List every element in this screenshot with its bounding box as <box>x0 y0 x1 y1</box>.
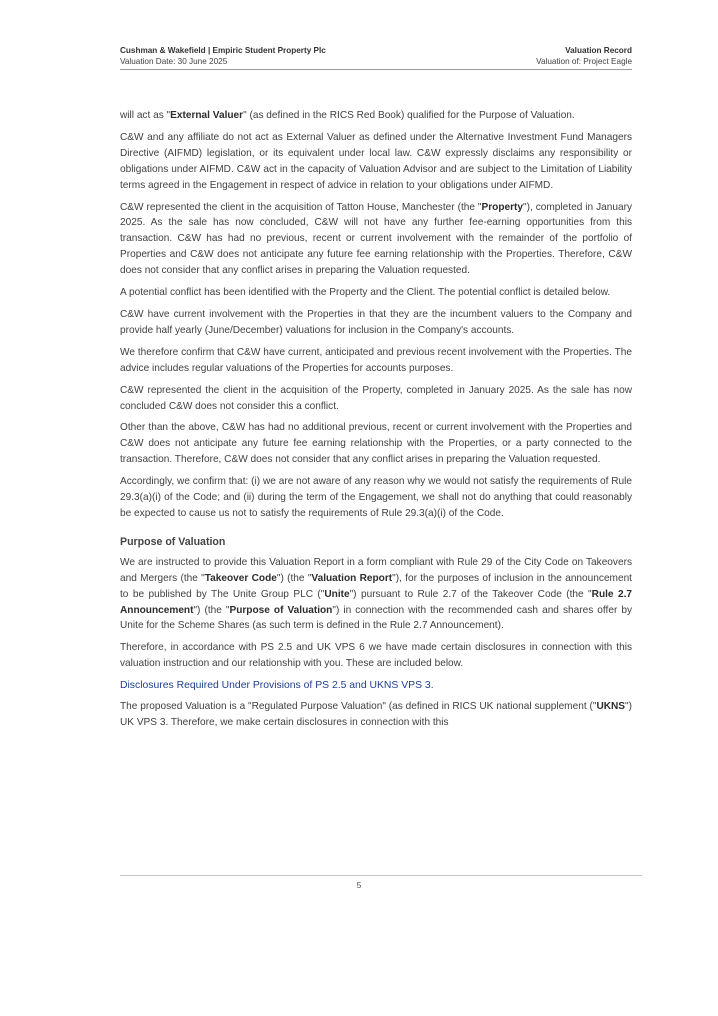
text-run: ") pursuant to Rule 2.7 of the Takeover Code (the " <box>349 588 592 600</box>
defined-term: Purpose of Valuation <box>229 604 333 616</box>
header-project: Valuation of: Project Eagle <box>536 57 632 66</box>
text-run: will act as " <box>120 110 171 121</box>
defined-term: UKNS <box>596 701 626 713</box>
paragraph-no-other-involvement: Other than the above, C&W has had no additional previous, recent or current involvement with the Properties and C&W does not anticipate any future fee earning relationship with the Properties, or a party connected to the transaction. Therefore, C&W does not consider that any conflict arises in preparing the Valuation requested. <box>120 422 632 466</box>
text-run: "), for the purposes of inclusion in the announcement to be published by The Unite Group PLC (" <box>120 572 632 600</box>
defined-term: Property <box>481 201 524 213</box>
defined-term: External Valuer <box>170 110 244 121</box>
paragraph-current-involvement: C&W have current involvement with the Properties in that they are the incumbent valuers to the Company and provide half yearly (June/December) valuations for inclusion in the Company's accounts. <box>120 308 632 336</box>
text-run: C&W represented the client in the acquisition of Tatton House, Manchester (the " <box>120 201 482 213</box>
header-row-top <box>120 45 632 56</box>
paragraph-purpose <box>120 555 632 635</box>
paragraph-regulated-purpose <box>120 699 632 731</box>
document-body <box>120 108 632 737</box>
defined-term: Rule 2.7 Announcement <box>120 588 632 616</box>
paragraph-acquisition: C&W represented the client in the acquisition of the Property, completed in January 2025. As the sale has now concluded C&W does not consider this a conflict. <box>120 384 632 412</box>
header-doc-type: Valuation Record <box>565 46 632 55</box>
text-run: " (as defined in the RICS Red Book) qualified for the Purpose of Valuation. <box>243 110 575 121</box>
text-run: We are instructed to provide this Valuation Report in a form compliant with Rule 29 of the City Code on Takeovers and Mergers (the " <box>120 556 632 584</box>
text-run: ") (the " <box>193 604 230 616</box>
paragraph-rule-29: Accordingly, we confirm that: (i) we are not aware of any reason why we would not satisfy the requirements of Rule 29.3(a)(i) of the Code; and (ii) during the term of the Engagement, we shall not do anything that could reasonably be expected to cause us not to satisfy the requirements of Rule 29.3(a)(i) of the Code. <box>120 476 632 519</box>
footer-divider <box>120 875 642 876</box>
paragraph-potential-conflict: A potential conflict has been identified with the Property and the Client. The potential conflict is detailed below. <box>120 287 611 299</box>
paragraph-aifmd: C&W and any affiliate do not act as External Valuer as defined under the Alternative Investment Fund Managers Directive (AIFMD) legislation, or its equivalent under local law. C&W expressly disclaims any responsibility or obligations under AIFMD. C&W act in the capacity of Valuation Advisor and are subject to the Limitation of Liability terms agreed in the Engagement in respect of advice in relation to your obligations under AIFMD. <box>120 131 632 191</box>
defined-term: Takeover Code <box>204 572 277 584</box>
page-header <box>120 45 632 70</box>
heading-purpose-of-valuation: Purpose of Valuation <box>120 535 226 548</box>
text-run: ") in connection with the recommended cash and shares offer by Unite for the Scheme Shares (as such term is defined in the Rule 2.7 Announcement). <box>120 604 633 632</box>
page-number: 5 <box>356 880 362 890</box>
text-run: The proposed Valuation is a "Regulated Purpose Valuation" (as defined in RICS UK national supplement (" <box>120 701 597 713</box>
paragraph-tatton-house <box>120 200 632 280</box>
paragraph-disclosures-intro: Therefore, in accordance with PS 2.5 and UK VPS 6 we have made certain disclosures in connection with this valuation instruction and our relationship with you. These are included below. <box>120 642 632 670</box>
header-valuation-date: Valuation Date: 30 June 2025 <box>120 57 228 66</box>
defined-term: Unite <box>324 588 350 600</box>
text-run: ") UK VPS 3. Therefore, we make certain disclosures in connection with this <box>120 701 632 729</box>
header-company: Cushman & Wakefield | Empiric Student Property Plc <box>120 46 326 55</box>
defined-term: Valuation Report <box>311 572 393 584</box>
paragraph-external-valuer <box>120 108 632 124</box>
heading-disclosures: Disclosures Required Under Provisions of PS 2.5 and UKNS VPS 3. <box>120 680 434 692</box>
header-row-bottom <box>120 56 632 67</box>
paragraph-confirmation: We therefore confirm that C&W have current, anticipated and previous recent involvement with the Properties. The advice includes regular valuations of the Properties for accounts purposes. <box>120 346 632 374</box>
text-run: ") (the " <box>276 572 312 584</box>
text-run: "), completed in January 2025. As the sale has now concluded, C&W will not have any further fee-earning opportunities from this transaction. C&W has had no previous, recent or current involvement with the remainder of the portfolio of Properties and C&W does not anticipate any future fee earning relationship with the Properties. Therefore, C&W does not consider that any conflict arises in preparing the Valuation requested. <box>120 201 632 277</box>
